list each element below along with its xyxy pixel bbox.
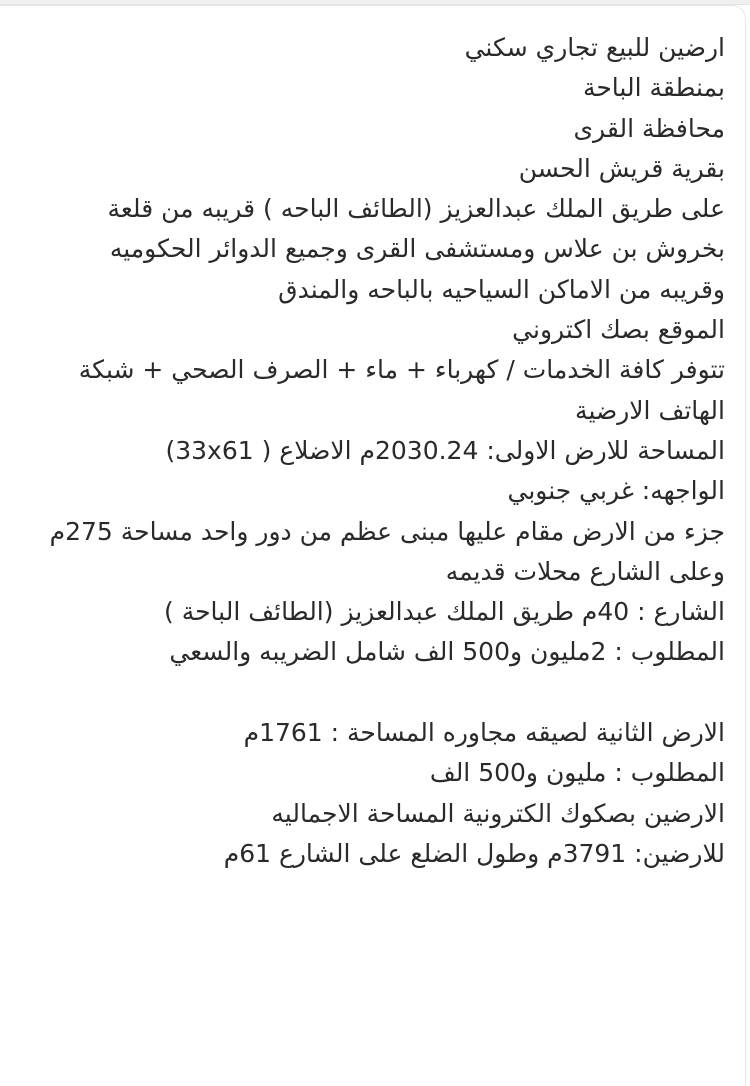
first-price-line: المطلوب : 2مليون و500 الف شامل الضريبه والسعي <box>169 637 725 667</box>
blank-line <box>5 673 725 713</box>
deeds-total-line: الارضين بصكوك الكترونية المساحة الاجماليه <box>271 798 725 828</box>
village-line: بقرية قريش الحسن <box>518 153 725 183</box>
shops-line: وعلى الشارع محلات قديمه <box>445 556 725 586</box>
building-line: جزء من الارض مقام عليها مبنى عظم من دور واحد مساحة 275م <box>49 516 725 546</box>
services-line-continued: الهاتف الارضية <box>575 395 725 425</box>
road-line: على طريق الملك عبدالعزيز (الطائف الباحه ) قريبه من قلعة <box>107 194 725 224</box>
first-land-area-line: المساحة للارض الاولى: 2030.24م الاضلاع ( 33x61) <box>165 435 725 465</box>
second-price-line: المطلوب : مليون و500 الف <box>429 758 725 788</box>
post-title-line: ارضين للبيع تجاري سكني <box>464 33 725 62</box>
street-line: الشارع : 40م طريق الملك عبدالعزيز (الطائف الباحة ) <box>164 597 725 627</box>
total-area-line: للارضين: 3791م وطول الضلع على الشارع 61م <box>223 838 725 868</box>
tourism-line: وقريبه من الاماكن السياحيه بالباحه والمندق <box>278 274 725 304</box>
second-land-area-line: الارض الثانية لصيقه مجاوره المساحة : 1761م <box>243 718 725 748</box>
post-body[interactable] <box>5 28 725 874</box>
post-card <box>0 5 746 1086</box>
nearby-line: بخروش بن علاس ومستشفى القرى وجميع الدوائر الحكوميه <box>109 234 725 264</box>
region-line: بمنطقة الباحة <box>582 73 725 103</box>
services-line: تتوفر كافة الخدمات / كهرباء + ماء + الصرف الصحي + شبكة <box>78 355 725 385</box>
governorate-line: محافظة القرى <box>573 113 725 143</box>
deed-line: الموقع بصك اكتروني <box>512 315 725 345</box>
facade-line: الواجهه: غربي جنوبي <box>507 476 725 506</box>
